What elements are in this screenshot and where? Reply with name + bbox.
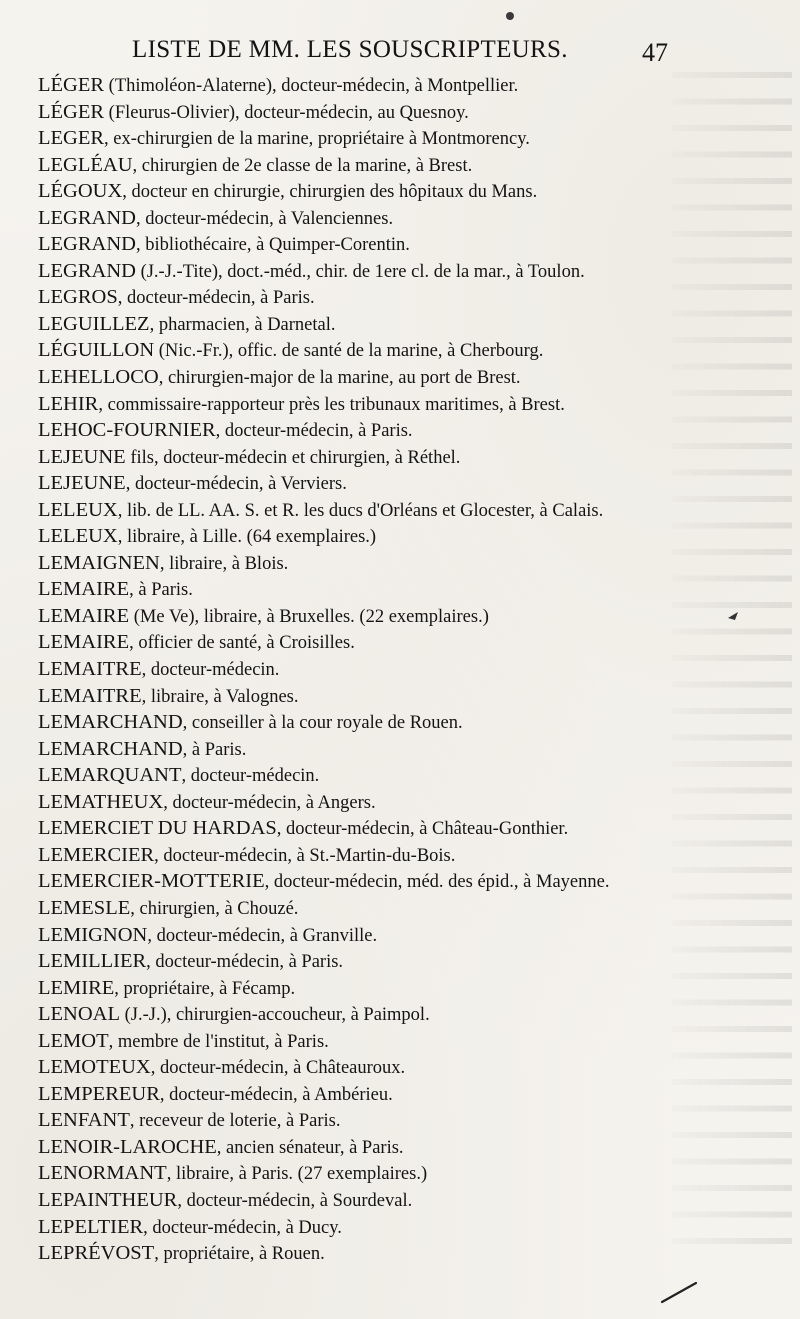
- subscriber-name: LEHELLOCO: [38, 366, 159, 389]
- subscriber-entry: [38, 444, 778, 471]
- subscriber-name: LEMIGNON: [38, 923, 148, 946]
- subscriber-name: LEMAITRE: [38, 684, 142, 707]
- subscriber-name: LEGLÉAU: [38, 153, 133, 176]
- subscriber-entry: [38, 523, 778, 550]
- subscriber-entry: [38, 1081, 778, 1108]
- subscriber-name: LELEUX: [38, 525, 118, 548]
- subscriber-details: , pharmacien, à Darnetal.: [149, 314, 336, 335]
- subscriber-details: , libraire, à Valognes.: [141, 686, 299, 707]
- subscriber-entry: [38, 1107, 778, 1134]
- subscriber-details: , ex-chirurgien de la marine, propriétaire à Montmorency.: [104, 129, 530, 150]
- subscriber-name: LEMOT: [38, 1029, 109, 1052]
- subscriber-details: , docteur-médecin, à Paris.: [215, 421, 413, 442]
- subscriber-details: (Nic.-Fr.), offic. de santé de la marine, à Cherbourg.: [154, 341, 544, 362]
- subscriber-details: , docteur en chirurgie, chirurgien des hôpitaux du Mans.: [122, 182, 538, 203]
- subscriber-entry: [38, 99, 778, 126]
- subscriber-entry: [38, 1240, 778, 1267]
- pen-stroke-mark: [660, 1280, 700, 1304]
- subscriber-entry: [38, 205, 778, 232]
- subscriber-details: , commissaire-rapporteur près les tribunaux maritimes, à Brest.: [98, 394, 565, 415]
- subscriber-details: (J.-J.-Tite), doct.-méd., chir. de 1ere cl. de la mar., à Toulon.: [135, 261, 585, 282]
- subscriber-name: LEMIRE: [38, 976, 115, 999]
- subscriber-entry: [38, 762, 778, 789]
- subscriber-entry: [38, 497, 778, 524]
- subscriber-entry: [38, 683, 778, 710]
- subscriber-details: (Thimoléon-Alaterne), docteur-médecin, à Montpellier.: [104, 76, 519, 96]
- subscriber-details: , libraire, à Blois.: [159, 553, 289, 574]
- subscriber-name: LENOIR-LAROCHE: [38, 1135, 217, 1158]
- subscriber-entry: [38, 152, 778, 179]
- subscriber-name: LEMARQUANT: [38, 764, 182, 787]
- subscriber-details: fils, docteur-médecin et chirurgien, à Réthel.: [125, 447, 461, 468]
- subscriber-entry: [38, 789, 778, 816]
- subscriber-details: , docteur-médecin, à Valenciennes.: [135, 208, 394, 229]
- subscriber-details: , docteur-médecin, à Granville.: [147, 925, 378, 946]
- subscriber-entry: [38, 258, 778, 285]
- subscriber-details: (Fleurus-Olivier), docteur-médecin, au Quesnoy.: [104, 102, 469, 123]
- subscriber-details: , libraire, à Lille. (64 exemplaires.): [117, 527, 377, 548]
- subscriber-name: LÉGUILLON: [38, 339, 155, 362]
- subscriber-details: , conseiller à la cour royale de Rouen.: [182, 713, 463, 734]
- subscriber-details: , docteur-médecin, à Paris.: [146, 952, 344, 973]
- subscriber-name: LEHIR: [38, 392, 99, 415]
- subscriber-entry: [38, 922, 778, 949]
- subscriber-entry: [38, 178, 778, 205]
- subscriber-details: , docteur-médecin, à Verviers.: [125, 474, 347, 495]
- subscriber-details: , libraire, à Paris. (27 exemplaires.): [166, 1164, 428, 1185]
- subscriber-entry: [38, 470, 778, 497]
- subscriber-entry: [38, 975, 778, 1002]
- subscriber-details: , chirurgien de 2e classe de la marine, à Brest.: [132, 155, 473, 176]
- subscriber-entry: [38, 603, 778, 630]
- subscriber-details: , à Paris.: [182, 739, 247, 760]
- subscriber-name: LENOAL: [38, 1003, 120, 1026]
- subscriber-entry: [38, 842, 778, 869]
- subscriber-name: LEMARCHAND: [38, 737, 183, 760]
- subscriber-name: LEMAIRE: [38, 631, 130, 654]
- subscriber-name: LÉGER: [38, 74, 105, 96]
- subscriber-entry: [38, 1214, 778, 1241]
- subscriber-entry: [38, 550, 778, 577]
- subscriber-name: LEJEUNE: [38, 445, 126, 468]
- subscriber-entry: [38, 1054, 778, 1081]
- subscriber-entry: [38, 1187, 778, 1214]
- subscriber-name: LELEUX: [38, 498, 118, 521]
- subscriber-name: LEMESLE: [38, 896, 131, 919]
- subscriber-name: LEMAITRE: [38, 658, 142, 681]
- subscriber-details: , lib. de LL. AA. S. et R. les ducs d'Orléans et Glocester, à Calais.: [117, 500, 604, 521]
- subscriber-name: LEMAIRE: [38, 578, 130, 601]
- subscriber-entry: [38, 1001, 778, 1028]
- subscriber-details: (Me Ve), libraire, à Bruxelles. (22 exemplaires.): [129, 606, 489, 627]
- subscriber-name: LEGRAND: [38, 259, 136, 282]
- running-head: LISTE DE MM. LES SOUSCRIPTEURS.: [132, 36, 568, 63]
- subscriber-list: [38, 72, 778, 1267]
- subscriber-name: LEMOTEUX: [38, 1056, 151, 1079]
- subscriber-details: , docteur-médecin, à Château-Gonthier.: [276, 819, 569, 840]
- subscriber-entry: [38, 656, 778, 683]
- subscriber-name: LEMARCHAND: [38, 711, 183, 734]
- subscriber-details: , docteur-médecin, à Châteauroux.: [150, 1058, 406, 1079]
- subscriber-entry: [38, 284, 778, 311]
- subscriber-entry: [38, 1028, 778, 1055]
- subscriber-details: , à Paris.: [129, 580, 193, 601]
- subscriber-entry: [38, 868, 778, 895]
- subscriber-details: , docteur-médecin, à St.-Martin-du-Bois.: [154, 845, 456, 866]
- page-number: 47: [642, 38, 668, 67]
- subscriber-entry: [38, 1134, 778, 1161]
- subscriber-name: LEMAIGNEN: [38, 551, 160, 574]
- subscriber-name: LENFANT: [38, 1109, 130, 1132]
- subscriber-entry: [38, 311, 778, 338]
- subscriber-name: LEPAINTHEUR: [38, 1188, 178, 1211]
- subscriber-details: , chirurgien-major de la marine, au port de Brest.: [158, 368, 521, 389]
- subscriber-entry: [38, 948, 778, 975]
- subscriber-name: LEMERCIER-MOTTERIE: [38, 870, 265, 893]
- subscriber-name: LEJEUNE: [38, 472, 126, 495]
- subscriber-name: LEGRAND: [38, 206, 136, 229]
- subscriber-name: LÉGER: [38, 100, 105, 123]
- margin-mark-icon: [726, 608, 740, 622]
- subscriber-entry: [38, 72, 778, 99]
- subscriber-name: LEPRÉVOST: [38, 1242, 155, 1265]
- subscriber-name: LEMERCIET DU HARDAS: [38, 817, 277, 840]
- subscriber-details: , docteur-médecin, à Angers.: [163, 792, 376, 813]
- subscriber-entry: [38, 337, 778, 364]
- subscriber-entry: [38, 125, 778, 152]
- subscriber-name: LEGROS: [38, 286, 118, 309]
- subscriber-name: LEMAIRE: [38, 604, 130, 627]
- subscriber-entry: [38, 895, 778, 922]
- subscriber-name: LEMPEREUR: [38, 1082, 160, 1105]
- subscriber-details: , membre de l'institut, à Paris.: [108, 1031, 329, 1052]
- ink-spot: [506, 12, 514, 20]
- subscriber-details: , docteur-médecin, à Sourdeval.: [177, 1190, 413, 1211]
- subscriber-details: , ancien sénateur, à Paris.: [216, 1137, 404, 1158]
- subscriber-name: LEGUILLEZ: [38, 312, 150, 335]
- subscriber-details: , docteur-médecin.: [141, 660, 280, 681]
- subscriber-name: LENORMANT: [38, 1162, 167, 1185]
- subscriber-details: , propriétaire, à Rouen.: [154, 1244, 325, 1265]
- subscriber-details: (J.-J.), chirurgien-accoucheur, à Paimpol.: [119, 1005, 430, 1026]
- subscriber-details: , docteur-médecin, à Ducy.: [143, 1217, 342, 1238]
- subscriber-name: LEMATHEUX: [38, 790, 164, 813]
- subscriber-name: LEPELTIER: [38, 1215, 144, 1238]
- subscriber-entry: [38, 815, 778, 842]
- subscriber-entry: [38, 417, 778, 444]
- subscriber-entry: [38, 364, 778, 391]
- subscriber-details: , docteur-médecin, méd. des épid., à Mayenne.: [264, 872, 610, 893]
- subscriber-entry: [38, 736, 778, 763]
- subscriber-name: LEGRAND: [38, 233, 136, 256]
- subscriber-name: LÉGOUX: [38, 180, 123, 203]
- subscriber-name: LEHOC-FOURNIER: [38, 419, 216, 442]
- subscriber-entry: [38, 709, 778, 736]
- subscriber-details: , propriétaire, à Fécamp.: [114, 978, 296, 999]
- subscriber-details: , bibliothécaire, à Quimper-Corentin.: [135, 235, 410, 256]
- subscriber-details: , docteur-médecin, à Ambérieu.: [159, 1084, 393, 1105]
- subscriber-details: , receveur de loterie, à Paris.: [129, 1111, 341, 1132]
- page-header: [0, 36, 800, 70]
- subscriber-entry: [38, 1160, 778, 1187]
- subscriber-details: , officier de santé, à Croisilles.: [129, 633, 355, 654]
- subscriber-name: LEMILLIER: [38, 950, 147, 973]
- subscriber-details: , chirurgien, à Chouzé.: [130, 898, 299, 919]
- subscriber-details: , docteur-médecin, à Paris.: [117, 288, 315, 309]
- subscriber-entry: [38, 391, 778, 418]
- subscriber-name: LEMERCIER: [38, 843, 155, 866]
- subscriber-entry: [38, 231, 778, 258]
- subscriber-entry: [38, 629, 778, 656]
- subscriber-details: , docteur-médecin.: [181, 766, 320, 787]
- subscriber-entry: [38, 576, 778, 603]
- subscriber-name: LEGER: [38, 127, 105, 150]
